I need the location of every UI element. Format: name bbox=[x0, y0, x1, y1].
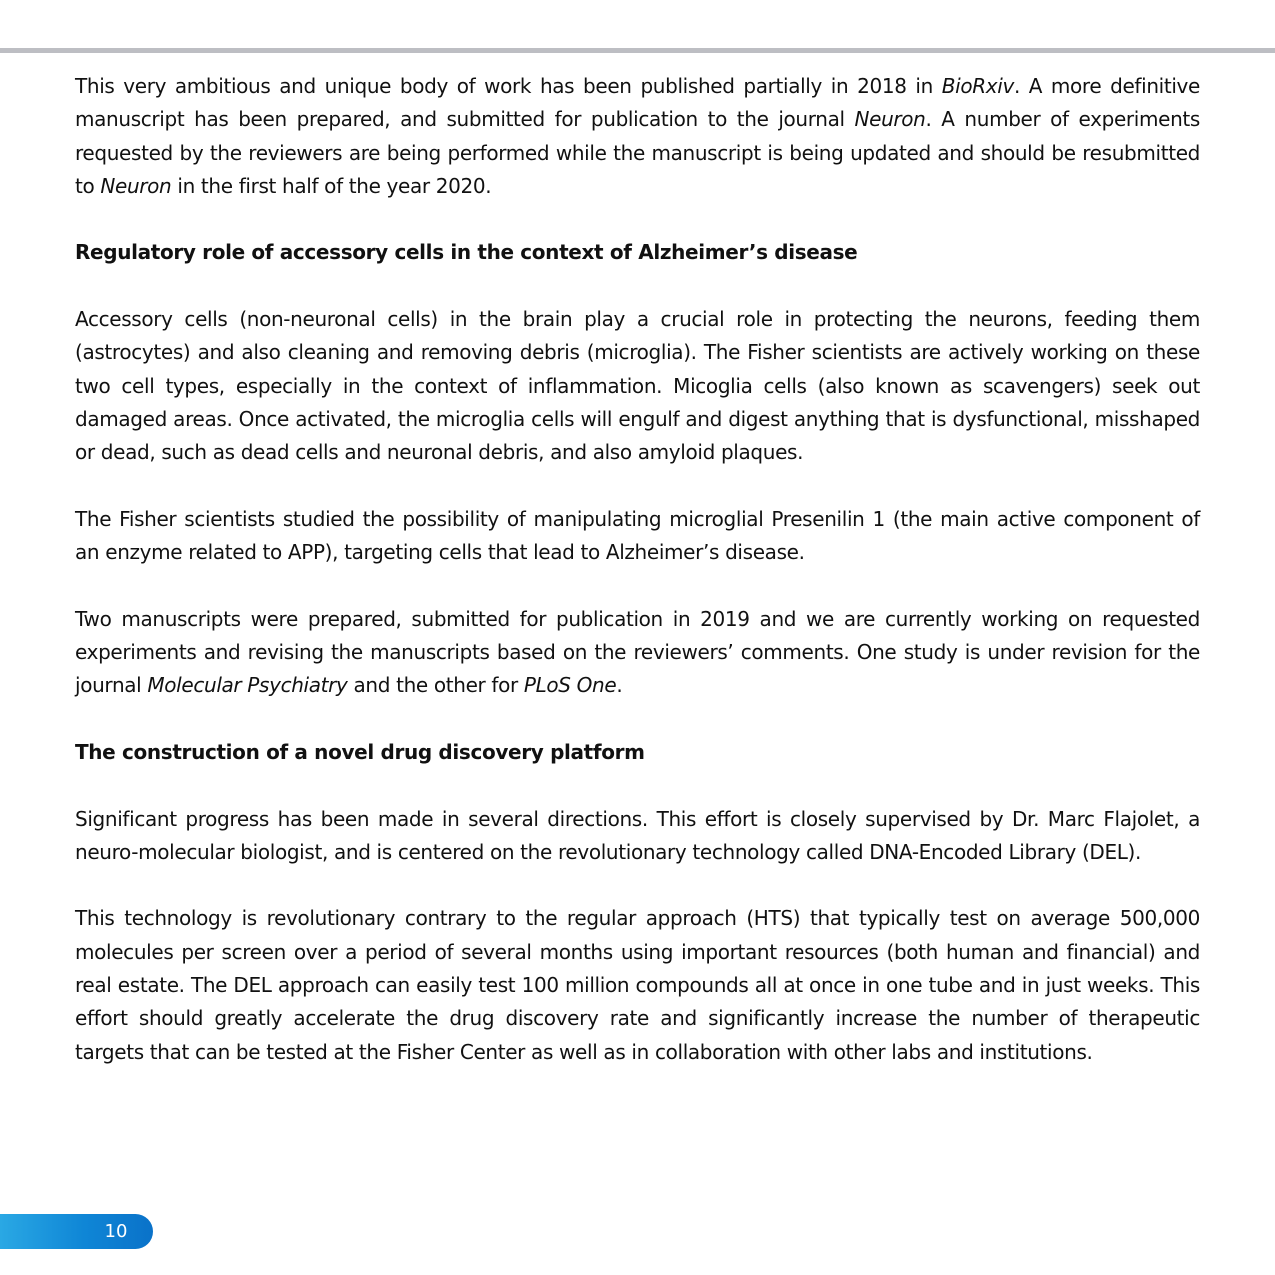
paragraph-presenilin: The Fisher scientists studied the possibility of manipulating microglial Presenilin 1 (the main active component of an enzyme related to APP), targeting cells that lead to Alzheimer’s disease. bbox=[75, 506, 1200, 565]
journal-name: Neuron bbox=[100, 173, 172, 198]
paragraph-text: Two manuscripts were prepared, submitted for publication in 2019 and we are currently working on requested experiments and revising the manuscripts based on the reviewers’ comments. One study is under revision for the journal bbox=[75, 606, 1200, 698]
paragraph-text: in the first half of the year 2020. bbox=[171, 173, 492, 198]
paragraph-text: . bbox=[616, 673, 623, 698]
header-rule bbox=[0, 48, 1275, 53]
paragraph-progress: Significant progress has been made in several directions. This effort is closely supervised by Dr. Marc Flajolet, a neuro-molecular biologist, and is centered on the revolutionary technology called DNA-Encoded Library (DEL). bbox=[75, 806, 1200, 864]
paragraph-accessory-cells: Accessory cells (non-neuronal cells) in the brain play a crucial role in protecting the neurons, feeding them (astrocytes) and also cleaning and removing debris (microglia). The Fisher scientists are actively working on these two cell types, especially in the context of inflammation. Micoglia cells (also known as scavengers) seek out damaged areas. Once activated, the microglia cells will engulf and digest anything that is dysfunctional, misshaped or dead, such as dead cells and neuronal debris, and also amyloid plaques. bbox=[75, 307, 1200, 465]
page-number: 10 bbox=[104, 1221, 128, 1242]
section-heading-accessory-cells: Regulatory role of accessory cells in the context of Alzheimer’s disease bbox=[75, 240, 858, 265]
paragraph-text: . A number of experiments requested by the reviewers are being performed while the manuscript is being updated and should be resubmitted to bbox=[75, 107, 1200, 198]
paragraph-publication-status bbox=[75, 70, 1200, 203]
journal-name: Neuron bbox=[854, 107, 926, 132]
journal-name: PLoS One bbox=[523, 673, 617, 698]
page-body bbox=[75, 70, 1200, 1102]
paragraph-manuscripts bbox=[75, 603, 1200, 703]
journal-name: BioRxiv bbox=[941, 74, 1014, 98]
journal-name: Molecular Psychiatry bbox=[147, 673, 348, 698]
paragraph-del-technology: This technology is revolutionary contrary to the regular approach (HTS) that typically test on average 500,000 molecules per screen over a period of several months using important resources (both human and financial) and real estate. The DEL approach can easily test 100 million compounds all at once in one tube and in just weeks. This effort should greatly accelerate the drug discovery rate and significantly increase the number of therapeutic targets that can be tested at the Fisher Center as well as in collaboration with other labs and institutions. bbox=[75, 906, 1200, 1064]
paragraph-text: and the other for bbox=[347, 673, 524, 698]
paragraph-text: . A more definitive manuscript has been prepared, and submitted for publication to the journal bbox=[75, 74, 1200, 132]
section-heading-drug-discovery: The construction of a novel drug discovery platform bbox=[75, 739, 645, 764]
page-number-tab bbox=[0, 1214, 153, 1249]
paragraph-text: This very ambitious and unique body of work has been published partially in 2018 in bbox=[75, 74, 942, 98]
